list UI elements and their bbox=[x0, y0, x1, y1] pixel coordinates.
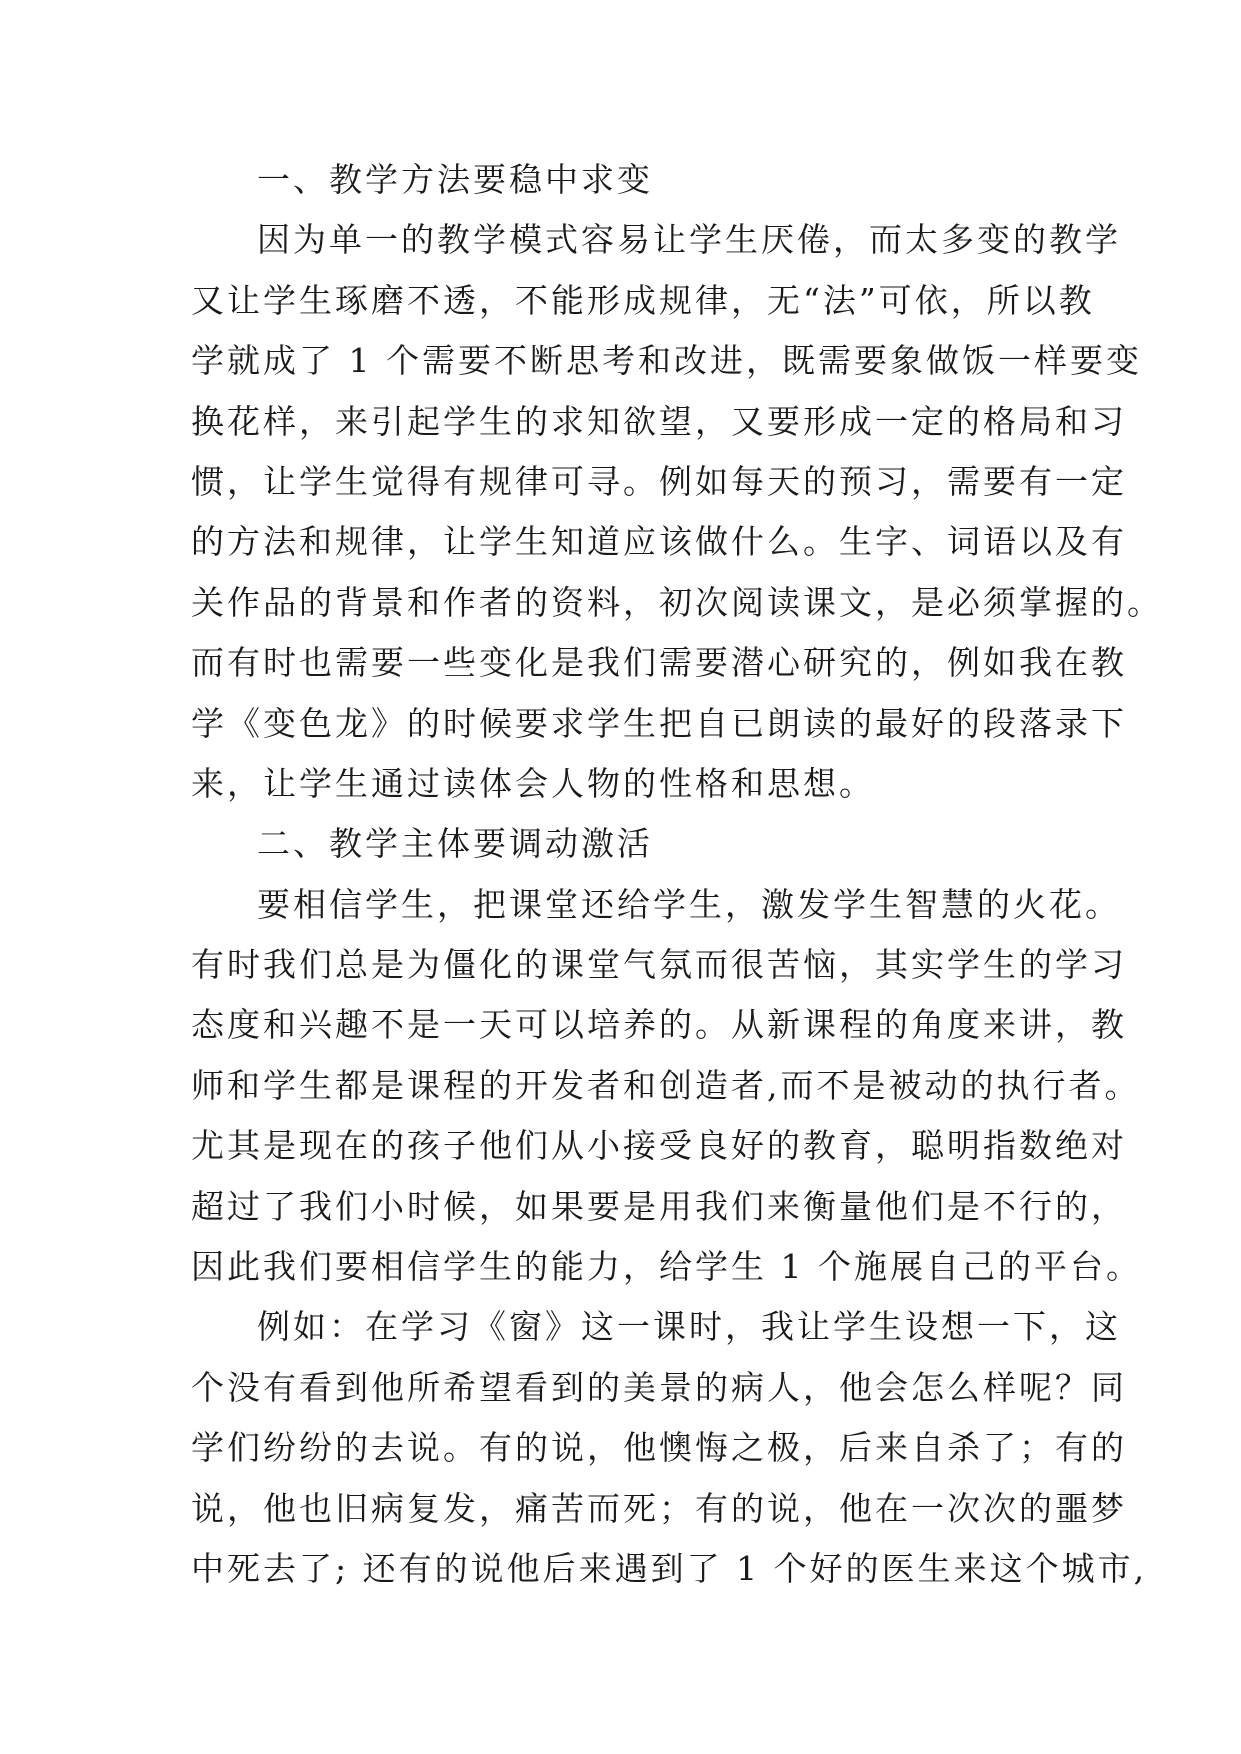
paragraph-line: 态度和兴趣不是一天可以培养的。从新课程的角度来讲，教 bbox=[191, 1005, 1127, 1045]
paragraph-line: 学就成了 1 个需要不断思考和改进，既需要象做饭一样要变 bbox=[191, 341, 1142, 381]
section-heading-2: 二、教学主体要调动激活 bbox=[257, 824, 653, 864]
paragraph-line: 个没有看到他所希望看到的美景的病人，他会怎么样呢？同 bbox=[191, 1367, 1127, 1407]
paragraph-line: 惯，让学生觉得有规律可寻。例如每天的预习，需要有一定 bbox=[191, 461, 1127, 501]
paragraph-line: 因为单一的教学模式容易让学生厌倦，而太多变的教学 bbox=[257, 220, 1121, 260]
paragraph-line: 关作品的背景和作者的资料，初次阅读课文，是必须掌握的。 bbox=[191, 582, 1163, 622]
paragraph-line: 换花样，来引起学生的求知欲望，又要形成一定的格局和习 bbox=[191, 401, 1127, 441]
paragraph-line: 中死去了; 还有的说他后来遇到了 1 个好的医生来这个城市, bbox=[191, 1548, 1148, 1588]
paragraph-line: 说，他也旧病复发，痛苦而死；有的说，他在一次次的噩梦 bbox=[191, 1488, 1127, 1528]
paragraph-line: 学《变色龙》的时候要求学生把自已朗读的最好的段落录下 bbox=[191, 703, 1127, 743]
paragraph-line: 因此我们要相信学生的能力，给学生 1 个施展自己的平台。 bbox=[191, 1247, 1142, 1287]
paragraph-line: 学们纷纷的去说。有的说，他懊悔之极，后来自杀了；有的 bbox=[191, 1428, 1127, 1468]
paragraph-line: 要相信学生，把课堂还给学生，激发学生智慧的火花。 bbox=[257, 884, 1121, 924]
paragraph-line: 例如：在学习《窗》这一课时，我让学生设想一下，这 bbox=[257, 1307, 1121, 1347]
document-body bbox=[191, 150, 1163, 1599]
paragraph-line: 尤其是现在的孩子他们从小接受良好的教育，聪明指数绝对 bbox=[191, 1126, 1127, 1166]
paragraph-line: 的方法和规律，让学生知道应该做什么。生字、词语以及有 bbox=[191, 522, 1127, 562]
paragraph-line: 又让学生琢磨不透，不能形成规律，无“法”可依，所以教 bbox=[191, 280, 1095, 320]
paragraph-line: 师和学生都是课程的开发者和创造者,而不是被动的执行者。 bbox=[191, 1065, 1141, 1105]
paragraph-line: 超过了我们小时候，如果要是用我们来衡量他们是不行的， bbox=[191, 1186, 1127, 1226]
paragraph-line: 来，让学生通过读体会人物的性格和思想。 bbox=[191, 763, 875, 803]
paragraph-line: 有时我们总是为僵化的课堂气氛而很苦恼，其实学生的学习 bbox=[191, 945, 1127, 985]
paragraph-line: 而有时也需要一些变化是我们需要潜心研究的，例如我在教 bbox=[191, 643, 1127, 683]
section-heading-1: 一、教学方法要稳中求变 bbox=[257, 160, 653, 199]
